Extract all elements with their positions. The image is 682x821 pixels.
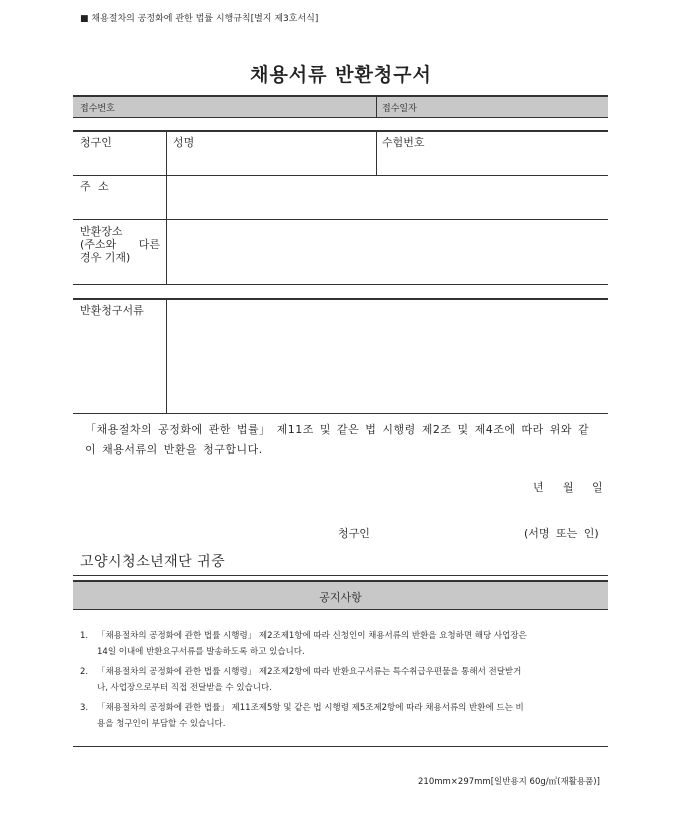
notice-item-2-line2: 나, 사업장으로부터 직접 전달받을 수 있습니다. — [97, 683, 272, 693]
notice-item-1-number: 1. — [80, 631, 89, 641]
name-label: 성명 — [173, 136, 195, 149]
receipt-row — [73, 97, 608, 117]
pledge-line-1: 「채용절차의 공정화에 관한 법률」 제11조 및 같은 법 시행령 제2조 및 제4조에 따라 위와 같 — [85, 423, 590, 436]
notice-item-2-number: 2. — [80, 667, 89, 677]
address-field[interactable] — [167, 176, 607, 219]
claimant-section-label: 청구인 — [80, 136, 112, 149]
name-field[interactable] — [167, 150, 376, 175]
address-label: 주 소 — [80, 180, 111, 193]
documents-label: 반환청구서류 — [80, 304, 144, 317]
notice-item-3-line2: 용을 청구인이 부담할 수 있습니다. — [97, 719, 226, 729]
row-divider-3 — [73, 284, 608, 285]
paper-spec-footer: 210mm×297mm[일반용지 60g/㎡(재활용품)] — [418, 777, 600, 787]
notice-item-1-line2: 14일 이내에 반환요구서류를 발송하도록 하고 있습니다. — [97, 647, 305, 657]
notice-item-3-number: 3. — [80, 703, 89, 713]
notice-item-1-line1: 「채용절차의 공정화에 관한 법률 시행령」 제2조제1항에 따라 신청인이 채용서류의 반환을 요청하면 해당 사업장은 — [97, 631, 527, 641]
notice-header: 공지사항 — [319, 591, 362, 604]
return-place-label: 반환장소 — [80, 225, 123, 238]
claimant-top-border — [73, 130, 608, 132]
notice-header-bottom-border — [73, 609, 608, 610]
receipt-date-label: 접수일자 — [382, 104, 417, 114]
form-reference: ■ 채용절차의 공정화에 관한 법률 시행규칙[별지 제3호서식] — [80, 14, 319, 24]
notice-top-line — [73, 575, 608, 576]
documents-bottom-border — [73, 413, 608, 414]
pledge-line-2: 이 채용서류의 반환을 청구합니다. — [85, 443, 263, 456]
receipt-number-label: 접수번호 — [80, 104, 115, 114]
page-title: 채용서류 반환청구서 — [250, 64, 432, 86]
signature-hint: (서명 또는 인) — [524, 527, 599, 540]
date-year-label: 년 — [533, 481, 544, 494]
date-month-label: 월 — [563, 481, 574, 494]
notice-bottom-border — [73, 746, 608, 747]
exam-number-label: 수험번호 — [382, 136, 425, 149]
return-place-field[interactable] — [167, 220, 607, 284]
date-day-label: 일 — [592, 481, 603, 494]
recipient: 고양시청소년재단 귀중 — [80, 554, 226, 570]
notice-item-3-line1: 「채용절차의 공정화에 관한 법률」 제11조제5항 및 같은 법 시행령 제5조제2항에 따라 채용서류의 반환에 드는 비 — [97, 703, 524, 713]
notice-item-2-line1: 「채용절차의 공정화에 관한 법률 시행령」 제2조제2항에 따라 반환요구서류는 특수취급우편물을 통해서 전달받거 — [97, 667, 522, 677]
exam-number-field[interactable] — [377, 150, 607, 175]
return-place-note-line2: 경우 기재) — [80, 251, 131, 264]
receipt-divider — [376, 97, 377, 117]
documents-field[interactable] — [167, 300, 607, 413]
return-place-note-line1: (주소와 다른 — [80, 238, 160, 251]
signature-claimant-label: 청구인 — [338, 527, 370, 540]
receipt-bottom-border — [73, 117, 608, 118]
